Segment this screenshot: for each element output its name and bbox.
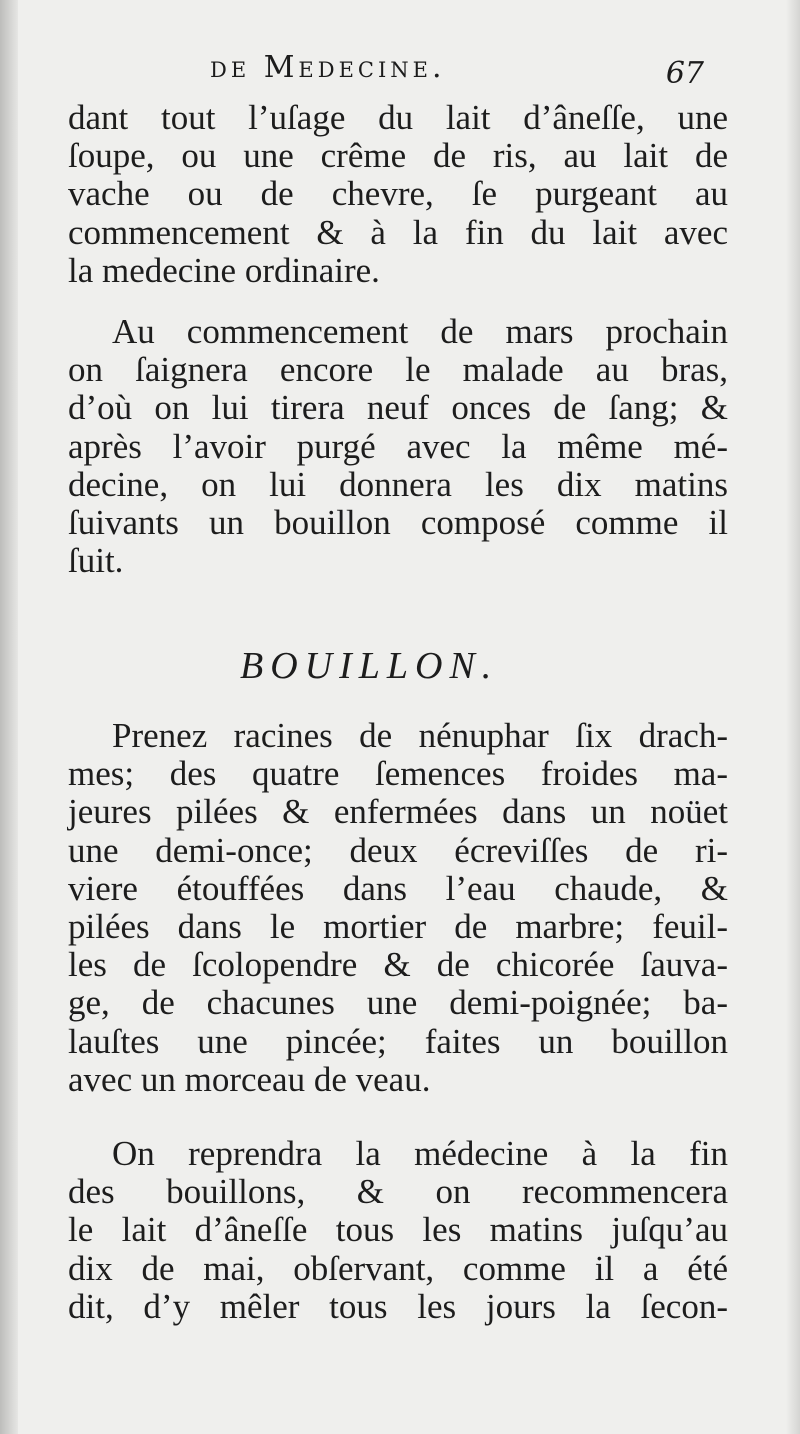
section-heading: BOUILLON. bbox=[240, 645, 499, 687]
text-line: des bouillons, & on recommencera bbox=[68, 1172, 728, 1212]
page-header bbox=[210, 44, 730, 94]
text-line: decine, on lui donnera les dix matins bbox=[68, 464, 728, 504]
paragraph-continued bbox=[68, 99, 728, 290]
text-line: la medecine ordinaire. bbox=[68, 250, 380, 290]
text-line: le lait d’âneſſe tous les matins juſqu’au bbox=[68, 1210, 728, 1250]
text-line: On reprendra la médecine à la fin bbox=[112, 1134, 728, 1173]
text-line: les de ſcolopendre & de chicorée ſauva- bbox=[68, 945, 728, 985]
text-line: dant tout l’uſage du lait d’âneſſe, une bbox=[68, 98, 728, 137]
text-line: lauſtes une pincée; faites un bouillon bbox=[68, 1021, 728, 1061]
text-line: avec un morceau de veau. bbox=[68, 1059, 431, 1099]
text-line: ge, de chacunes une demi-poignée; ba- bbox=[68, 983, 728, 1023]
text-line: jeures pilées & enfermées dans un noüet bbox=[68, 792, 728, 832]
text-line: dix de mai, obſervant, comme il a été bbox=[68, 1248, 728, 1288]
text-line: d’où on lui tirera neuf onces de ſang; & bbox=[68, 388, 728, 428]
text-line: Au commencement de mars prochain bbox=[112, 312, 728, 351]
page-number: 67 bbox=[665, 56, 704, 91]
text-line: viere étouffées dans l’eau chaude, & bbox=[68, 868, 728, 908]
paragraph-recipe bbox=[68, 717, 728, 1099]
text-line: mes; des quatre ſemences froides ma- bbox=[68, 754, 728, 794]
text-line: ſuivants un bouillon composé comme il bbox=[68, 503, 728, 543]
paragraph-final bbox=[68, 1135, 728, 1326]
text-line: vache ou de chevre, ſe purgeant au bbox=[68, 174, 728, 214]
text-line: ſuit. bbox=[68, 541, 124, 581]
text-line: pilées dans le mortier de marbre; feuil- bbox=[68, 907, 728, 947]
paragraph-mars bbox=[68, 313, 728, 580]
text-line: on ſaignera encore le malade au bras, bbox=[68, 350, 728, 390]
text-line: commencement & à la fin du lait avec bbox=[68, 212, 728, 252]
text-line: dit, d’y mêler tous les jours la ſecon- bbox=[68, 1286, 728, 1326]
text-line: après l’avoir purgé avec la même mé- bbox=[68, 426, 728, 466]
running-title: de Medecine. bbox=[210, 50, 446, 85]
text-line: ſoupe, ou une crême de ris, au lait de bbox=[68, 136, 728, 176]
text-line: une demi-once; deux écreviſſes de ri- bbox=[68, 830, 728, 870]
text-line: Prenez racines de nénuphar ſix drach- bbox=[112, 716, 728, 755]
